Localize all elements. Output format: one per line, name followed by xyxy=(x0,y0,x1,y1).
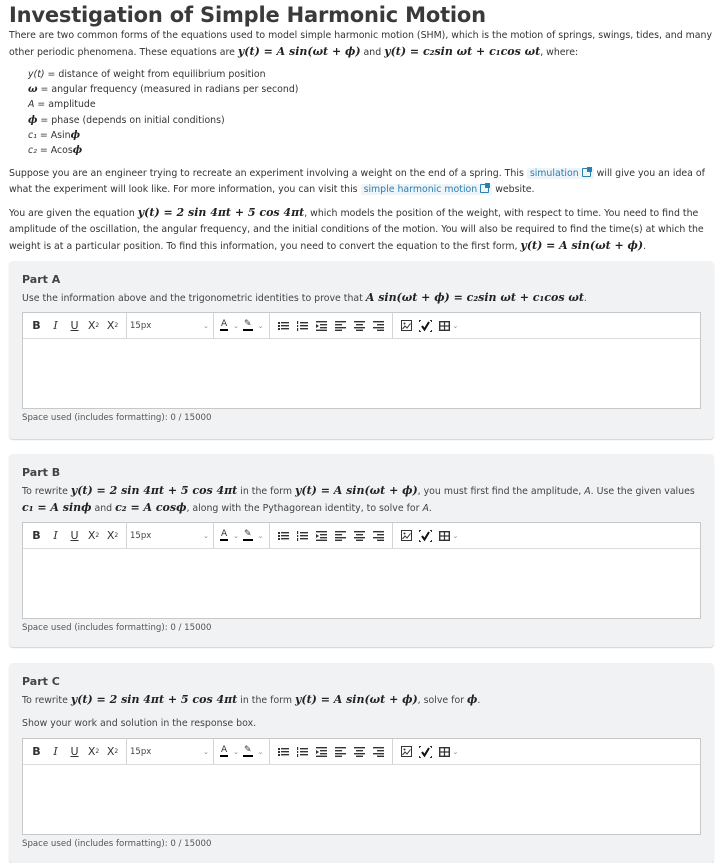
highlighter-icon: ✎ xyxy=(244,745,252,755)
align-center-button[interactable] xyxy=(350,526,369,546)
given-equation: y(t) = 2 sin 4πt + 5 cos 4πt xyxy=(137,206,305,220)
definition-item: ϕ = phase (depends on initial conditions) xyxy=(28,114,225,126)
simulation-link[interactable]: simulation xyxy=(527,168,594,179)
bold-button[interactable]: B xyxy=(32,319,41,332)
italic-button[interactable]: I xyxy=(53,529,58,542)
part-a-editor xyxy=(22,312,701,409)
text-color-button[interactable] xyxy=(218,526,241,546)
numbered-list-button[interactable] xyxy=(293,316,312,336)
text-color-icon: A xyxy=(221,529,228,539)
definition-item: c₂ = Acosϕ xyxy=(28,145,83,157)
equation-coefficient-form: y(t) = c₂sin ωt + c₁cos ωt xyxy=(384,45,541,58)
insert-image-icon[interactable] xyxy=(397,316,416,336)
part-b-response-input[interactable] xyxy=(23,549,700,618)
given-equation-paragraph: You are given the equation y(t) = 2 sin 4πt + 5 cos 4πt, which models the position of the weight, with respect to time. You need to find the amplitude of the oscillation, the angular frequency, and the initial conditions of the motion. You will also be required to find the time(s) at which the weight is at a particular position. To find this information, you need to convert the equation to the first form, y(t) = A sin(ωt + ϕ). xyxy=(9,206,704,253)
external-link-icon xyxy=(480,184,489,193)
superscript-button[interactable]: X 2 xyxy=(87,319,100,332)
chevron-down-icon: ⌄ xyxy=(452,747,459,756)
indent-button[interactable] xyxy=(312,742,331,762)
part-c-instruction: Show your work and solution in the response box. xyxy=(22,718,257,729)
math-equation-icon[interactable] xyxy=(416,526,435,546)
highlight-color-button[interactable] xyxy=(241,526,265,546)
highlighter-icon: ✎ xyxy=(244,319,252,329)
align-left-button[interactable] xyxy=(331,742,350,762)
align-center-button[interactable] xyxy=(350,742,369,762)
numbered-list-button[interactable] xyxy=(293,526,312,546)
insert-table-button[interactable] xyxy=(435,526,461,546)
insert-image-icon[interactable] xyxy=(397,526,416,546)
definition-item: c₁ = Asinϕ xyxy=(28,129,81,141)
part-c-title: Part C xyxy=(22,675,60,688)
part-b-panel xyxy=(9,454,714,647)
text-color-button[interactable] xyxy=(218,316,241,336)
part-a-space-used: Space used (includes formatting): 0 / 15000 xyxy=(22,413,212,423)
editor-toolbar xyxy=(23,313,700,339)
chevron-down-icon: ⌄ xyxy=(203,531,209,540)
bullet-list-button[interactable] xyxy=(274,742,293,762)
part-c-panel xyxy=(9,663,714,863)
part-b-title: Part B xyxy=(22,466,61,479)
part-c-space-used: Space used (includes formatting): 0 / 15000 xyxy=(22,839,212,849)
highlight-color-button[interactable] xyxy=(241,742,265,762)
part-c-question: To rewrite y(t) = 2 sin 4πt + 5 cos 4πt in the form y(t) = A sin(ωt + ϕ), solve for ϕ. xyxy=(22,693,481,706)
chevron-down-icon: ⌄ xyxy=(233,321,240,330)
bold-button[interactable]: B xyxy=(32,745,41,758)
part-b-space-used: Space used (includes formatting): 0 / 15000 xyxy=(22,623,212,633)
page-title: Investigation of Simple Harmonic Motion xyxy=(9,3,486,27)
align-right-button[interactable] xyxy=(369,526,388,546)
part-c-response-input[interactable] xyxy=(23,765,700,834)
subscript-button[interactable]: X 2 xyxy=(106,319,119,332)
part-a-response-input[interactable] xyxy=(23,339,700,408)
part-a-question: Use the information above and the trigonometric identities to prove that A sin(ωt + ϕ) = c₂sin ωt + c₁cos ωt. xyxy=(22,291,587,304)
bold-button[interactable]: B xyxy=(32,529,41,542)
definition-item: y(t) = distance of weight from equilibrium position xyxy=(28,69,266,80)
external-link-icon xyxy=(582,168,591,177)
align-center-button[interactable] xyxy=(350,316,369,336)
insert-image-icon[interactable] xyxy=(397,742,416,762)
equation-amplitude-form: y(t) = A sin(ωt + ϕ) xyxy=(237,45,361,58)
chevron-down-icon: ⌄ xyxy=(257,747,264,756)
underline-button[interactable]: U xyxy=(70,745,79,758)
chevron-down-icon: ⌄ xyxy=(233,531,240,540)
page xyxy=(0,0,727,255)
definition-item: A = amplitude xyxy=(28,99,96,111)
chevron-down-icon: ⌄ xyxy=(452,321,459,330)
align-left-button[interactable] xyxy=(331,316,350,336)
indent-button[interactable] xyxy=(312,316,331,336)
font-size-select[interactable]: 15px ⌄ xyxy=(130,320,209,331)
superscript-button[interactable]: X 2 xyxy=(87,529,100,542)
insert-table-button[interactable] xyxy=(435,316,461,336)
superscript-button[interactable]: X 2 xyxy=(87,745,100,758)
chevron-down-icon: ⌄ xyxy=(233,747,240,756)
font-size-select[interactable]: 15px ⌄ xyxy=(130,530,209,541)
text-color-icon: A xyxy=(221,319,228,329)
highlighter-icon: ✎ xyxy=(244,529,252,539)
math-equation-icon[interactable] xyxy=(416,742,435,762)
subscript-button[interactable]: X 2 xyxy=(106,529,119,542)
italic-button[interactable]: I xyxy=(53,319,58,332)
editor-toolbar xyxy=(23,739,700,765)
part-c-editor xyxy=(22,738,701,835)
numbered-list-button[interactable] xyxy=(293,742,312,762)
align-right-button[interactable] xyxy=(369,742,388,762)
part-a-title: Part A xyxy=(22,273,61,286)
editor-toolbar xyxy=(23,523,700,549)
chevron-down-icon: ⌄ xyxy=(203,321,209,330)
chevron-down-icon: ⌄ xyxy=(257,321,264,330)
context-paragraph: Suppose you are an engineer trying to recreate an experiment involving a weight on the end of a spring. This simulation will give you an idea of what the experiment will look like. For more information, you can visit this simple harmonic motion website. xyxy=(9,168,705,196)
part-a-panel xyxy=(9,261,714,439)
chevron-down-icon: ⌄ xyxy=(203,747,209,756)
underline-button[interactable]: U xyxy=(70,529,79,542)
font-size-select[interactable]: 15px ⌄ xyxy=(130,746,209,757)
part-b-question: To rewrite y(t) = 2 sin 4πt + 5 cos 4πt in the form y(t) = A sin(ωt + ϕ), you must first find the amplitude, A. Use the given values c₁ = A sinϕ and c₂ = A cosϕ, along with the Pythagorean identity, to solve for A. xyxy=(22,484,695,514)
intro-paragraph: There are two common forms of the equations used to model simple harmonic motion (SHM), which is the motion of springs, swings, tides, and many other periodic phenomena. These equations are y(t) = A sin(ωt + ϕ) and y(t) = c₂sin ωt + c₁cos ωt, where: xyxy=(9,30,712,58)
align-right-button[interactable] xyxy=(369,316,388,336)
text-color-button[interactable] xyxy=(218,742,241,762)
subscript-button[interactable]: X 2 xyxy=(106,745,119,758)
bullet-list-button[interactable] xyxy=(274,526,293,546)
chevron-down-icon: ⌄ xyxy=(452,531,459,540)
highlight-color-button[interactable] xyxy=(241,316,265,336)
indent-button[interactable] xyxy=(312,526,331,546)
align-left-button[interactable] xyxy=(331,526,350,546)
text-color-icon: A xyxy=(221,745,228,755)
chevron-down-icon: ⌄ xyxy=(257,531,264,540)
math-equation-icon[interactable] xyxy=(416,316,435,336)
part-b-editor xyxy=(22,522,701,619)
italic-button[interactable]: I xyxy=(53,745,58,758)
definition-item: ω = angular frequency (measured in radians per second) xyxy=(28,84,299,96)
bullet-list-button[interactable] xyxy=(274,316,293,336)
shm-website-link[interactable]: simple harmonic motion xyxy=(361,184,493,195)
insert-table-button[interactable] xyxy=(435,742,461,762)
definition-list xyxy=(28,67,718,158)
underline-button[interactable]: U xyxy=(70,319,79,332)
